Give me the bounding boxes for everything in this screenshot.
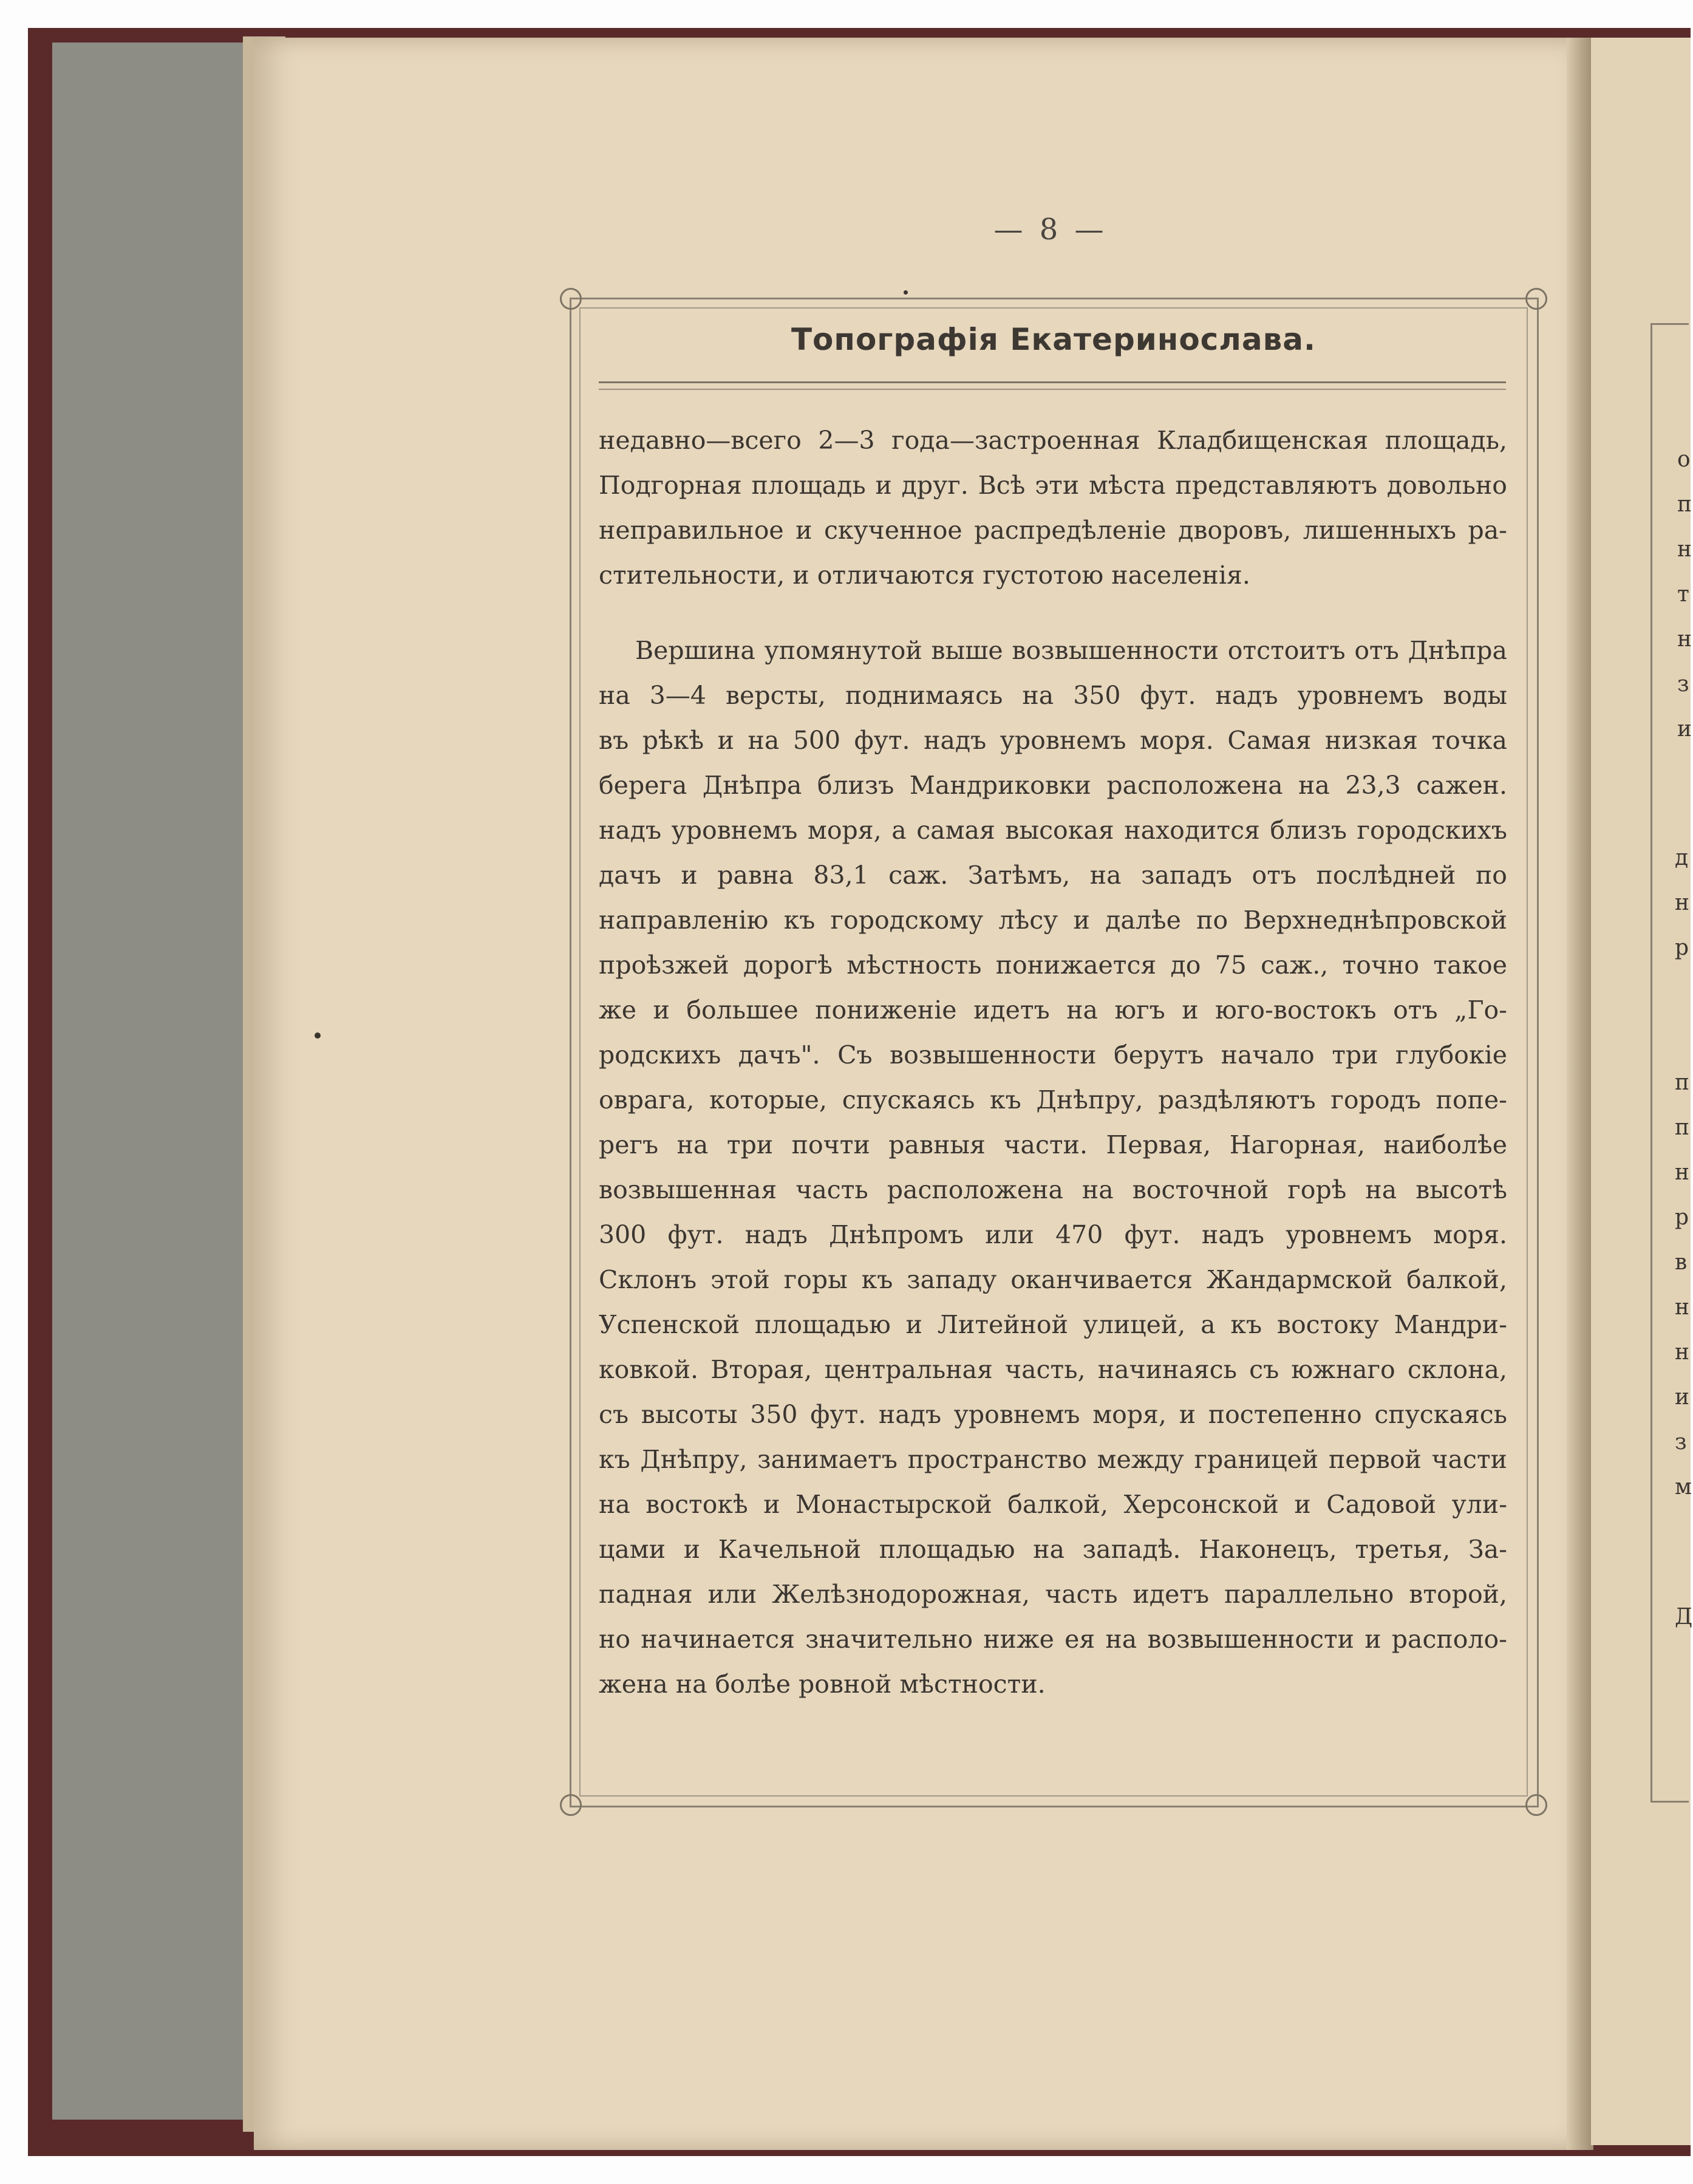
right-page-letter: п <box>1677 492 1692 517</box>
right-page-letter: р <box>1675 1205 1690 1230</box>
text-line: 300 фут. надъ Днѣпромъ или 470 фут. надъ уровнемъ моря. <box>599 1220 1507 1249</box>
corner-ornament-icon <box>1525 288 1547 310</box>
page-gutter-shadow <box>1567 38 1593 2150</box>
paper-speck <box>315 1032 321 1039</box>
paper-speck <box>904 290 908 295</box>
text-line: проѣзжей дорогѣ мѣстность понижается до 75 саж., точно такое <box>599 950 1507 980</box>
right-page-letter: д <box>1675 845 1689 870</box>
text-line: Успенской площадью и Литейной улицей, а къ востоку Мандри- <box>599 1310 1507 1339</box>
text-line: Вершина упомянутой выше возвышенности отстоитъ отъ Днѣпра <box>635 636 1507 665</box>
text-line: дачъ и равна 83,1 саж. Затѣмъ, на западъ отъ послѣдней по <box>599 861 1507 890</box>
paragraph <box>599 628 1507 1707</box>
paragraph <box>599 418 1507 598</box>
corner-ornament-icon <box>560 1794 582 1816</box>
right-page-letter: т <box>1677 582 1690 607</box>
text-line: стительности, и отличаются густотою населенія. <box>599 561 1250 590</box>
right-page-letter: и <box>1675 1385 1690 1410</box>
text-line: въ рѣкѣ и на 500 фут. надъ уровнемъ моря. Самая низкая точка <box>599 726 1507 755</box>
text-line: надъ уровнемъ моря, а самая высокая находится близъ городскихъ <box>599 816 1507 845</box>
right-page-letter: з <box>1677 672 1690 697</box>
right-page-letter: р <box>1675 935 1690 960</box>
right-page-letter: и <box>1677 717 1692 742</box>
paragraph-gap <box>599 598 1507 628</box>
title-rule-thin <box>599 389 1506 390</box>
body-text <box>599 418 1507 1707</box>
text-line: на 3—4 версты, поднимаясь на 350 фут. надъ уровнемъ воды <box>599 681 1507 710</box>
text-line: же и большее пониженіе идетъ на югъ и юго-востокъ отъ „Го- <box>599 995 1507 1025</box>
text-line: но начинается значительно ниже ея на возвышенности и располо- <box>599 1625 1507 1654</box>
corner-ornament-icon <box>560 288 582 310</box>
right-page-letter: м <box>1675 1475 1693 1500</box>
text-line: берега Днѣпра близъ Мандриковки расположена на 23,3 сажен. <box>599 771 1507 800</box>
text-line: регъ на три почти равныя части. Первая, Нагорная, наиболѣе <box>599 1130 1507 1159</box>
right-page-letter: з <box>1675 1430 1688 1455</box>
text-line: къ Днѣпру, занимаетъ пространство между границей первой части <box>599 1445 1507 1474</box>
text-line: родскихъ дачъ". Съ возвышенности берутъ начало три глубокіе <box>599 1040 1507 1070</box>
right-page-letter: н <box>1677 627 1692 652</box>
right-page-letter: в <box>1675 1250 1688 1275</box>
right-page-letter: н <box>1675 1340 1690 1365</box>
title-rule <box>599 381 1506 383</box>
right-page-letter: п <box>1675 1070 1690 1095</box>
text-line: на востокѣ и Монастырской балкой, Херсонской и Садовой ули- <box>599 1490 1507 1519</box>
text-line: ковкой. Вторая, центральная часть, начинаясь съ южнаго склона, <box>599 1355 1507 1384</box>
text-line: недавно—всего 2—3 года—застроенная Кладбищенская площадь, <box>599 426 1507 455</box>
text-line: Склонъ этой горы къ западу оканчивается Жандармской балкой, <box>599 1265 1507 1294</box>
text-line: неправильное и скученное распредѣленіе дворовъ, лишенныхъ ра- <box>599 516 1507 545</box>
text-line: съ высоты 350 фут. надъ уровнемъ моря, и постепенно спускаясь <box>599 1400 1507 1429</box>
running-title: Топографія Екатеринослава. <box>791 322 1317 357</box>
text-line: цами и Качельной площадью на западѣ. Наконецъ, третья, За- <box>599 1535 1507 1564</box>
text-line: жена на болѣе ровной мѣстности. <box>599 1670 1046 1699</box>
text-line: оврага, которые, спускаясь къ Днѣпру, раздѣляютъ городъ попе- <box>599 1085 1507 1114</box>
corner-ornament-icon <box>1525 1794 1547 1816</box>
text-line: падная или Желѣзнодорожная, часть идетъ параллельно второй, <box>599 1580 1507 1609</box>
right-page-letter: н <box>1675 890 1690 915</box>
right-page-letter: н <box>1675 1160 1690 1185</box>
right-page-letter: п <box>1675 1115 1690 1140</box>
text-line: возвышенная часть расположена на восточной горѣ на высотѣ <box>599 1175 1507 1204</box>
right-page-letter: Д <box>1675 1605 1693 1629</box>
page-number: — 8 — <box>993 213 1108 247</box>
right-page-edge <box>1591 38 1691 2145</box>
text-line: направленію къ городскому лѣсу и далѣе по Верхнеднѣпровской <box>599 906 1507 935</box>
right-page-letter: н <box>1675 1295 1690 1320</box>
right-page-letter: н <box>1677 537 1692 562</box>
right-page-letter: о <box>1677 447 1691 472</box>
text-line: Подгорная площадь и друг. Всѣ эти мѣста представляютъ довольно <box>599 471 1507 500</box>
